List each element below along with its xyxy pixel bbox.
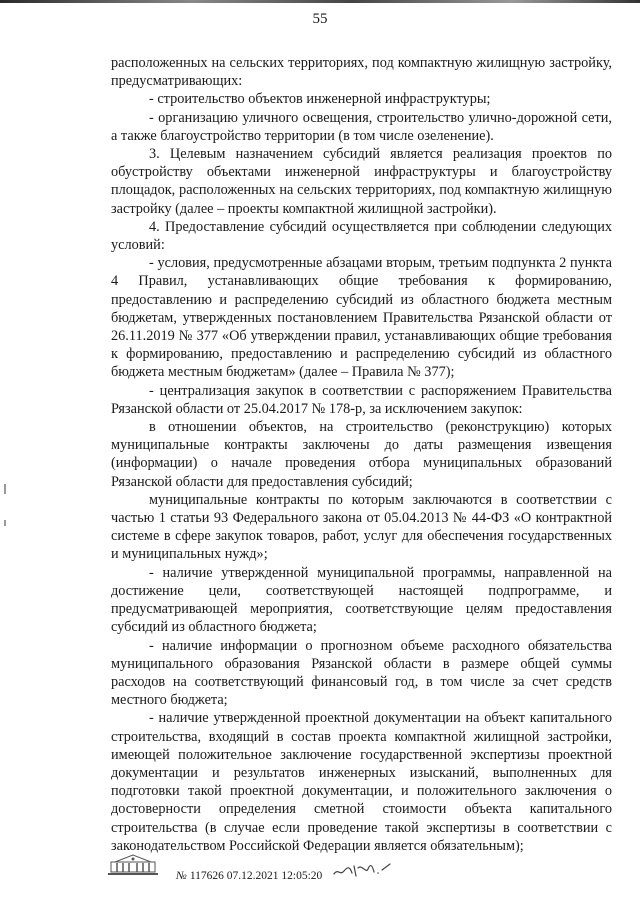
paragraph: - наличие информации о прогнозном объеме расходного обязательства муниципального образования Рязанской области в размере общей суммы расходов на соответствующий финансовый год, в том числе за счет средств местного бюджета; [111, 637, 612, 709]
paragraph: 4. Предоставление субсидий осуществляется при соблюдении следующих условий: [111, 218, 612, 254]
paragraph: - централизация закупок в соответствии с распоряжением Правительства Рязанской области от 25.04.2017 № 178-р, за исключением закупок: [111, 382, 612, 417]
paragraph: - условия, предусмотренные абзацами вторым, третьим подпункта 2 пункта 4 Правил, устанавливающих общие требования к формированию, предоставлению и распределению субсидий из областного бюджета местным бюджетам, утвержденных постановлением Правительства Рязанской области от 26.11.2019 № 377 «Об утверждении правил, устанавливающих общие требования к формированию, предоставлению и распределению субсидий из областного бюджета местным бюджетам» (далее – Правила № 377); [111, 255, 612, 381]
paragraph: - наличие утвержденной муниципальной программы, направленной на достижение цели, соответствующей настоящей подпрограмме, и предусматривающей мероприятия, соответствующие целям предоставления субсидий из областного бюджета; [111, 564, 612, 636]
government-building-stamp-icon [107, 854, 159, 876]
scan-edge [0, 0, 640, 3]
paragraph: - строительство объектов инженерной инфраструктуры; [149, 91, 491, 108]
signature-scribble-icon [330, 858, 400, 880]
registration-number-mark: № [176, 870, 187, 882]
paragraph: расположенных на сельских территориях, под компактную жилищную застройку, предусматривающих: [111, 55, 612, 90]
paragraph: муниципальные контракты по которым заключаются в соответствии с частью 1 статьи 93 Федерального закона от 05.04.2013 № 44-ФЗ «О контрактной системе в сфере закупок товаров, работ, услуг для обеспечения государственных и муниципальных нужд»; [111, 491, 612, 563]
margin-mark [4, 484, 6, 494]
page-number: 55 [312, 11, 328, 27]
paragraph: - организацию уличного освещения, строительство улично-дорожной сети, а также благоустройство территории (в том числе озеленение). [111, 109, 612, 144]
paragraph: 3. Целевым назначением субсидий является реализация проектов по обустройству объектами инженерной инфраструктуры и благоустройству площадок, расположенных на сельских территориях, под компактную жилищную застройку (далее – проекты компактной жилищной застройки). [111, 146, 612, 217]
paragraph: - наличие утвержденной проектной документации на объект капитального строительства, входящий в состав проекта компактной жилищной застройки, имеющей положительное заключение государственной экспертизы проектной документации и результатов инженерных изысканий, выполненных для подготовки такой проектной документации, и положительного заключения о достоверности определения сметной стоимости объекта капитального строительства (в случае если проведение такой экспертизы в соответствии с законодательством Российской Федерации является обязательным); [111, 710, 612, 854]
paragraph: в отношении объектов, на строительство (реконструкцию) которых муниципальные контракты заключены до даты размещения извещения (информации) о начале проведения отбора муниципальных образований Рязанской области для предоставления субсидий; [111, 419, 612, 490]
registration-text: 117626 07.12.2021 12:05:20 [189, 870, 323, 882]
margin-mark [4, 520, 6, 526]
document-body [111, 54, 612, 855]
registration-stamp [176, 869, 322, 883]
